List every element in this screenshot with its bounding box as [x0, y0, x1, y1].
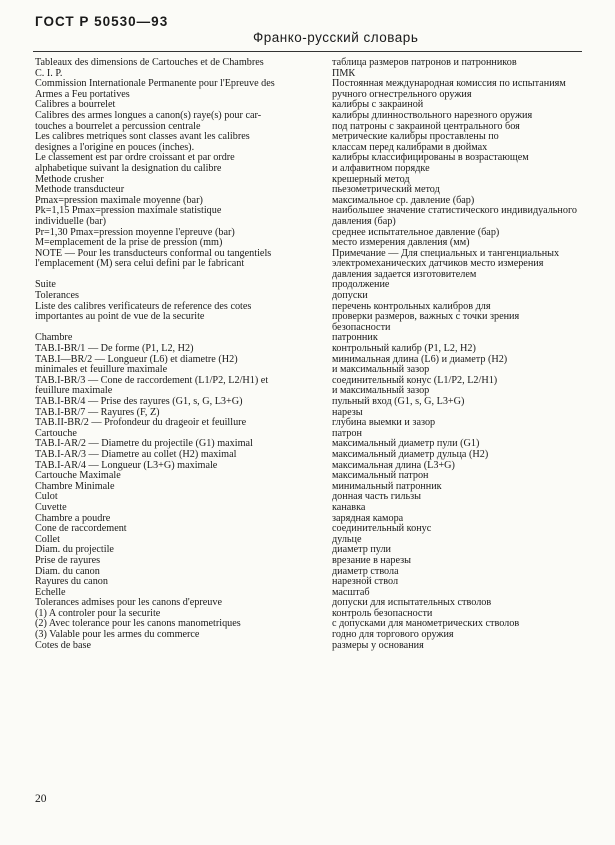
russian-term: с допусками для манометрических стволов: [332, 618, 520, 630]
russian-term: максимальная длина (L3+G): [332, 459, 455, 471]
french-term: TAB.I-BR/3 — Cone de raccordement (L1/P2, L2/H1) et: [35, 374, 269, 386]
french-term: Tableaux des dimensions de Cartouches et de Chambres: [35, 57, 264, 68]
russian-term: патрон: [332, 427, 362, 439]
french-term: TAB.I-AR/3 — Diametre au collet (H2) maximal: [35, 448, 237, 460]
french-term: minimales et feuillure maximale: [35, 364, 168, 376]
russian-term: допуски для испытательных стволов: [332, 597, 492, 609]
french-term: Cartouche: [35, 427, 77, 439]
french-term: individuelle (bar): [35, 215, 107, 227]
russian-term: соединительный конус (L1/P2, L2/H1): [332, 374, 498, 386]
french-term: Liste des calibres verificateurs de reference des cotes: [35, 300, 252, 312]
french-term: Echelle: [35, 586, 66, 598]
russian-term: максимальный диаметр дульца (H2): [332, 448, 489, 460]
french-term: Culot: [35, 491, 58, 503]
french-term: l'emplacement (M) sera celui defini par le fabricant: [35, 258, 245, 270]
standard-code: ГОСТ Р 50530—93: [35, 14, 169, 29]
french-term: Cartouche Maximale: [35, 470, 121, 482]
russian-term: максимальный патрон: [332, 470, 429, 482]
russian-term: нарезы: [332, 406, 363, 418]
russian-term: диаметр пули: [332, 544, 391, 556]
russian-term: диаметр ствола: [332, 565, 399, 577]
french-term: Armes a Feu portatives: [35, 88, 130, 100]
french-term: Chambre a poudre: [35, 512, 111, 524]
french-term: Pmax=pression maximale moyenne (bar): [35, 194, 203, 206]
russian-term: давления задается изготовителем: [332, 268, 477, 280]
russian-term: пьезометрический метод: [332, 184, 440, 196]
russian-term: контроль безопасности: [332, 607, 433, 619]
french-term: M=emplacement de la prise de pression (mm): [35, 237, 223, 249]
french-term: Methode transducteur: [35, 184, 125, 196]
russian-term: метрические калибры проставлены по: [332, 131, 499, 143]
russian-term: минимальная длина (L6) и диаметр (H2): [332, 353, 508, 365]
french-term: Cotes de base: [35, 639, 92, 651]
russian-term: глубина выемки и зазор: [332, 417, 436, 429]
french-term: TAB.I-BR/7 — Rayures (F, Z): [35, 406, 160, 418]
french-term: (1) A controler pour la securite: [35, 607, 161, 619]
french-term: NOTE — Pour les transducteurs conformal ou tangentiels: [35, 247, 272, 259]
french-term: TAB.I—BR/2 — Longueur (L6) et diametre (H2): [35, 353, 238, 365]
french-term: Le classement est par ordre croissant et par ordre: [35, 152, 235, 164]
russian-term: зарядная камора: [332, 512, 404, 524]
french-term: designes a l'origine en pouces (inches).: [35, 141, 195, 153]
russian-term: контрольный калибр (P1, L2, H2): [332, 343, 476, 355]
russian-term: безопасности: [332, 321, 391, 333]
french-term: Prise de rayures: [35, 554, 101, 566]
russian-term: ПМК: [332, 67, 356, 79]
french-term: [35, 270, 317, 281]
russian-term: канавка: [332, 501, 366, 513]
russian-term: среднее испытательное давление (бар): [332, 226, 500, 238]
page-title: Франко-русский словарь: [253, 30, 419, 45]
french-term: touches a bourrelet a percussion centrale: [35, 120, 201, 132]
russian-term: допуски: [332, 290, 368, 302]
russian-term: размеры у основания: [332, 639, 424, 651]
french-column: [35, 58, 317, 651]
russian-term: и максимальный зазор: [332, 385, 430, 397]
french-term: Collet: [35, 533, 60, 545]
russian-term: место измерения давления (мм): [332, 237, 470, 249]
french-term: [35, 323, 317, 334]
french-term: C. I. P.: [35, 67, 63, 79]
french-term: Rayures du canon: [35, 576, 108, 588]
russian-term: классам перед калибрами в дюймах: [332, 141, 488, 153]
russian-term: донная часть гильзы: [332, 491, 421, 503]
french-term: Pk=1,15 Pmax=pression maximale statistique: [35, 205, 222, 217]
french-term: Les calibres metriques sont classes avant les calibres: [35, 131, 250, 143]
french-term: Tolerances: [35, 290, 79, 302]
french-term: TAB.I-AR/4 — Longueur (L3+G) maximale: [35, 459, 218, 471]
french-term: Cone de raccordement: [35, 523, 127, 535]
russian-term: таблица размеров патронов и патронников: [332, 57, 517, 68]
russian-term: максимальное ср. давление (бар): [332, 194, 475, 206]
french-term: Commission Internationale Permanente pour l'Epreuve des: [35, 78, 275, 90]
russian-term: врезание в нарезы: [332, 554, 412, 566]
russian-term: дульце: [332, 533, 362, 545]
french-term: TAB.I-BR/1 — De forme (P1, L2, H2): [35, 343, 194, 355]
french-term: TAB.I-BR/4 — Prise des rayures (G1, s, G, L3+G): [35, 396, 243, 407]
russian-term: перечень контрольных калибров для: [332, 300, 491, 312]
russian-term: ручного огнестрельного оружия: [332, 88, 472, 100]
russian-term: продолжение: [332, 279, 390, 291]
french-term: Diam. du canon: [35, 565, 100, 577]
french-term: Calibres des armes longues a canon(s) raye(s) pour car-: [35, 109, 262, 121]
russian-term: Постоянная международная комиссия по испытаниям: [332, 78, 566, 90]
russian-term: проверки размеров, важных с точки зрения: [332, 311, 520, 323]
french-term: Chambre Minimale: [35, 480, 115, 492]
russian-term: масштаб: [332, 586, 370, 598]
header-rule: [33, 51, 582, 52]
french-term: Diam. du projectile: [35, 544, 114, 556]
russian-term: годно для торгового оружия: [332, 629, 454, 641]
french-term: Pr=1,30 Pmax=pression moyenne l'epreuve (bar): [35, 226, 235, 238]
french-term: (3) Valable pour les armes du commerce: [35, 629, 200, 641]
russian-term: пульный вход (G1, s, G, L3+G): [332, 396, 465, 407]
russian-term: Примечание — Для специальных и тангенциальных: [332, 247, 560, 259]
french-term: feuillure maximale: [35, 385, 113, 397]
russian-term: патронник: [332, 332, 378, 344]
russian-term: и максимальный зазор: [332, 364, 430, 376]
russian-term: соединительный конус: [332, 523, 432, 535]
russian-term: калибры классифицированы в возрастающем: [332, 152, 529, 164]
page-number: 20: [35, 793, 47, 805]
french-term: Methode crusher: [35, 173, 104, 185]
french-term: Calibres a bourrelet: [35, 99, 116, 111]
russian-term: максимальный диаметр пули (G1): [332, 438, 480, 450]
french-term: TAB.I-AR/2 — Diametre du projectile (G1) maximal: [35, 438, 253, 450]
french-term: alphabetique suivant la designation du calibre: [35, 162, 222, 174]
russian-term: нарезной ствол: [332, 576, 399, 588]
french-term: Suite: [35, 279, 56, 291]
russian-term: калибры длинноствольного нарезного оружия: [332, 109, 533, 121]
russian-column: [332, 58, 592, 651]
russian-term: калибры с закраиной: [332, 99, 424, 111]
french-term: TAB.II-BR/2 — Profondeur du drageoir et feuillure: [35, 417, 247, 429]
russian-term: минимальный патронник: [332, 480, 442, 492]
french-term: Tolerances admises pour les canons d'epreuve: [35, 597, 222, 609]
russian-term: наибольшее значение статистического индивидуального: [332, 205, 577, 217]
russian-term: под патроны с закраиной центрального боя: [332, 120, 520, 132]
russian-term: давления (бар): [332, 215, 396, 227]
french-term: Cuvette: [35, 501, 67, 513]
french-term: Chambre: [35, 332, 73, 344]
russian-term: электромеханических датчиков место измерения: [332, 258, 544, 270]
french-term: importantes au point de vue de la securite: [35, 311, 205, 323]
russian-term: крешерный метод: [332, 173, 410, 185]
french-term: (2) Avec tolerance pour les canons manometriques: [35, 618, 241, 630]
russian-term: и алфавитном порядке: [332, 162, 430, 174]
